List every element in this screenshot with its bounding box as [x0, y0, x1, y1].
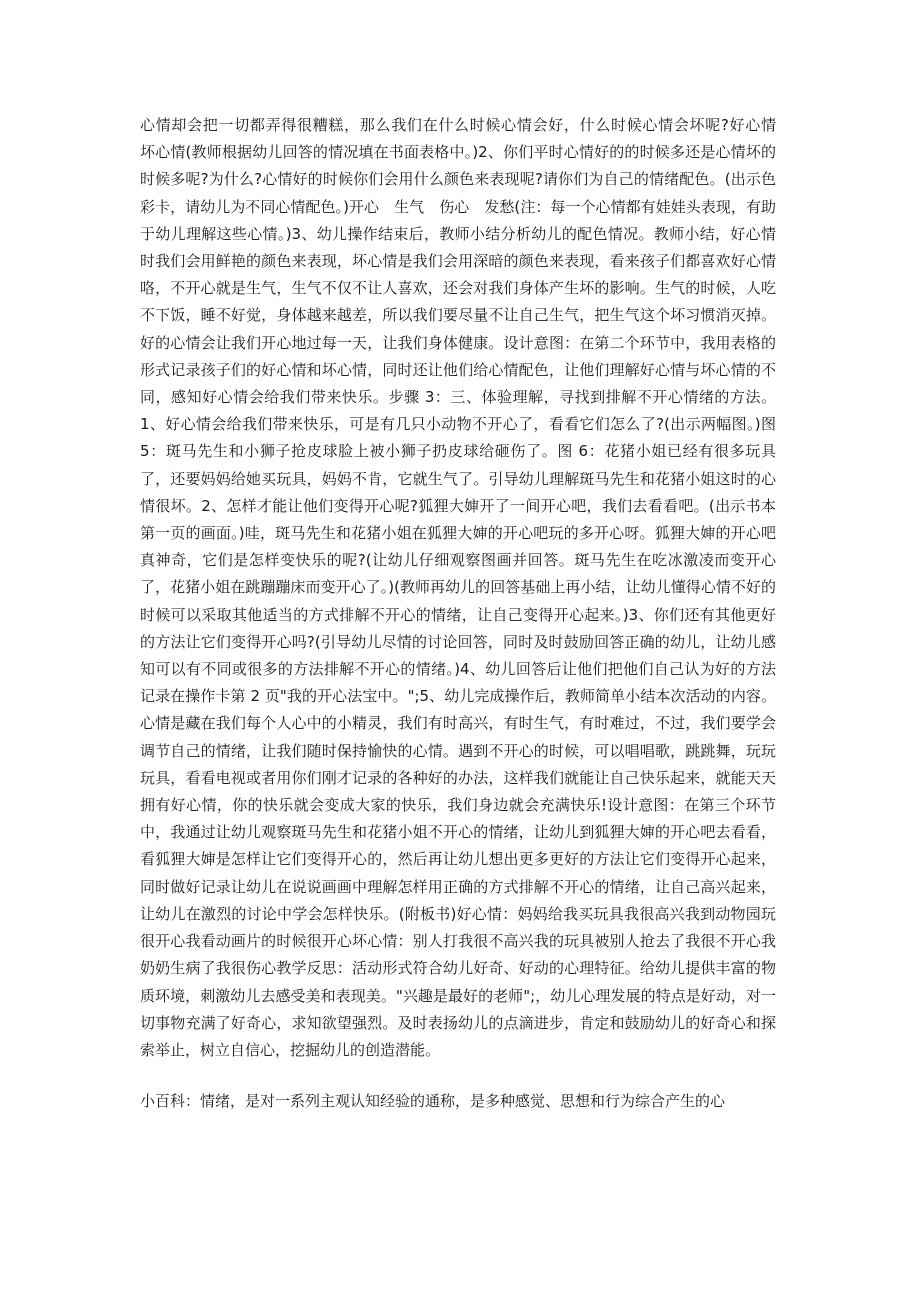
paragraph-spacer: [140, 1064, 776, 1088]
document-page: [140, 112, 807, 1115]
encyclopedia-paragraph: 小百科：情绪，是对一系列主观认知经验的通称，是多种感觉、思想和行为综合产生的心: [140, 1092, 726, 1111]
main-paragraph: 心情却会把一切都弄得很糟糕，那么我们在什么时候心情会好，什么时候心情会坏呢?好心情 坏心情(教师根据幼儿回答的情况填在书面表格中。)2、你们平时心情好的的时候多还是心情坏的时候多呢?为什么?心情好的时候你们会用什么颜色来表现呢?请你们为自己的情绪配色。(出示色彩卡，请幼儿为不同心情配色。)开心 生气 伤心 发愁(注：每一个心情都有娃娃头表现，有助于幼儿理解这些心情。)3、幼儿操作结束后，教师小结分析幼儿的配色情况。教师小结，好心情时我们会用鲜艳的颜色来表现，坏心情是我们会用深暗的颜色来表现，看来孩子们都喜欢好心情咯，不开心就是生气，生气不仅不让人喜欢，还会对我们身体产生坏的影响。生气的时候，人吃不下饭，睡不好觉，身体越来越差，所以我们要尽量不让自己生气，把生气这个坏习惯消灭掉。好的心情会让我们开心地过每一天，让我们身体健康。设计意图：在第二个环节中，我用表格的形式记录孩子们的好心情和坏心情，同时还让他们给心情配色，让他们理解好心情与坏心情的不同，感知好心情会给我们带来快乐。步骤 3：三、体验理解，寻找到排解不开心情绪的方法。1、好心情会给我们带来快乐，可是有几只小动物不开心了，看看它们怎么了?(出示两幅图。)图 5：斑马先生和小狮子抢皮球脸上被小狮子扔皮球给砸伤了。图 6：花猪小姐已经有很多玩具了，还要妈妈给她买玩具，妈妈不肯，它就生气了。引导幼儿理解斑马先生和花猪小姐这时的心情很坏。2、怎样才能让他们变得开心呢?狐狸大婶开了一间开心吧，我们去看看吧。(出示书本第一页的画面。)哇，斑马先生和花猪小姐在狐狸大婶的开心吧玩的多开心呀。狐狸大婶的开心吧真神奇，它们是怎样变快乐的呢?(让幼儿仔细观察图画并回答。斑马先生在吃冰激凌而变开心了，花猪小姐在跳蹦蹦床而变开心了。)(教师再幼儿的回答基础上再小结，让幼儿懂得心情不好的时候可以采取其他适当的方式排解不开心的情绪，让自己变得开心起来。)3、你们还有其他更好的方法让它们变得开心吗?(引导幼儿尽情的讨论回答，同时及时鼓励回答正确的幼儿，让幼儿感知可以有不同或很多的方法排解不开心的情绪。)4、幼儿回答后让他们把他们自己认为好的方法记录在操作卡第 2 页"我的开心法宝中。";5、幼儿完成操作后，教师简单小结本次活动的内容。心情是藏在我们每个人心中的小精灵，我们有时高兴，有时生气，有时难过，不过，我们要学会调节自己的情绪，让我们随时保持愉快的心情。遇到不开心的时候，可以唱唱歌，跳跳舞，玩玩玩具，看看电视或者用你们刚才记录的各种好的办法，这样我们就能让自己快乐起来，就能天天拥有好心情，你的快乐就会变成大家的快乐，我们身边就会充满快乐!设计意图：在第三个环节中，我通过让幼儿观察斑马先生和花猪小姐不开心的情绪，让幼儿到狐狸大婶的开心吧去看看，看狐狸大婶是怎样让它们变得开心的，然后再让幼儿想出更多更好的方法让它们变得开心起来，同时做好记录让幼儿在说说画画中理解怎样用正确的方式排解不开心的情绪，让自己高兴起来，让幼儿在激烈的讨论中学会怎样快乐。(附板书)好心情：妈妈给我买玩具我很高兴我到动物园玩很开心我看动画片的时候很开心坏心情：别人打我很不高兴我的玩具被别人抢去了我很不开心我奶奶生病了我很伤心教学反思：活动形式符合幼儿好奇、好动的心理特征。给幼儿提供丰富的物质环境，刺激幼儿去感受美和表现美。"兴趣是最好的老师";，幼儿心理发展的特点是好动，对一切事物充满了好奇心，求知欲望强烈。及时表扬幼儿的点滴进步，肯定和鼓励幼儿的好奇心和探索举止，树立自信心，挖掘幼儿的创造潜能。: [140, 116, 807, 1059]
